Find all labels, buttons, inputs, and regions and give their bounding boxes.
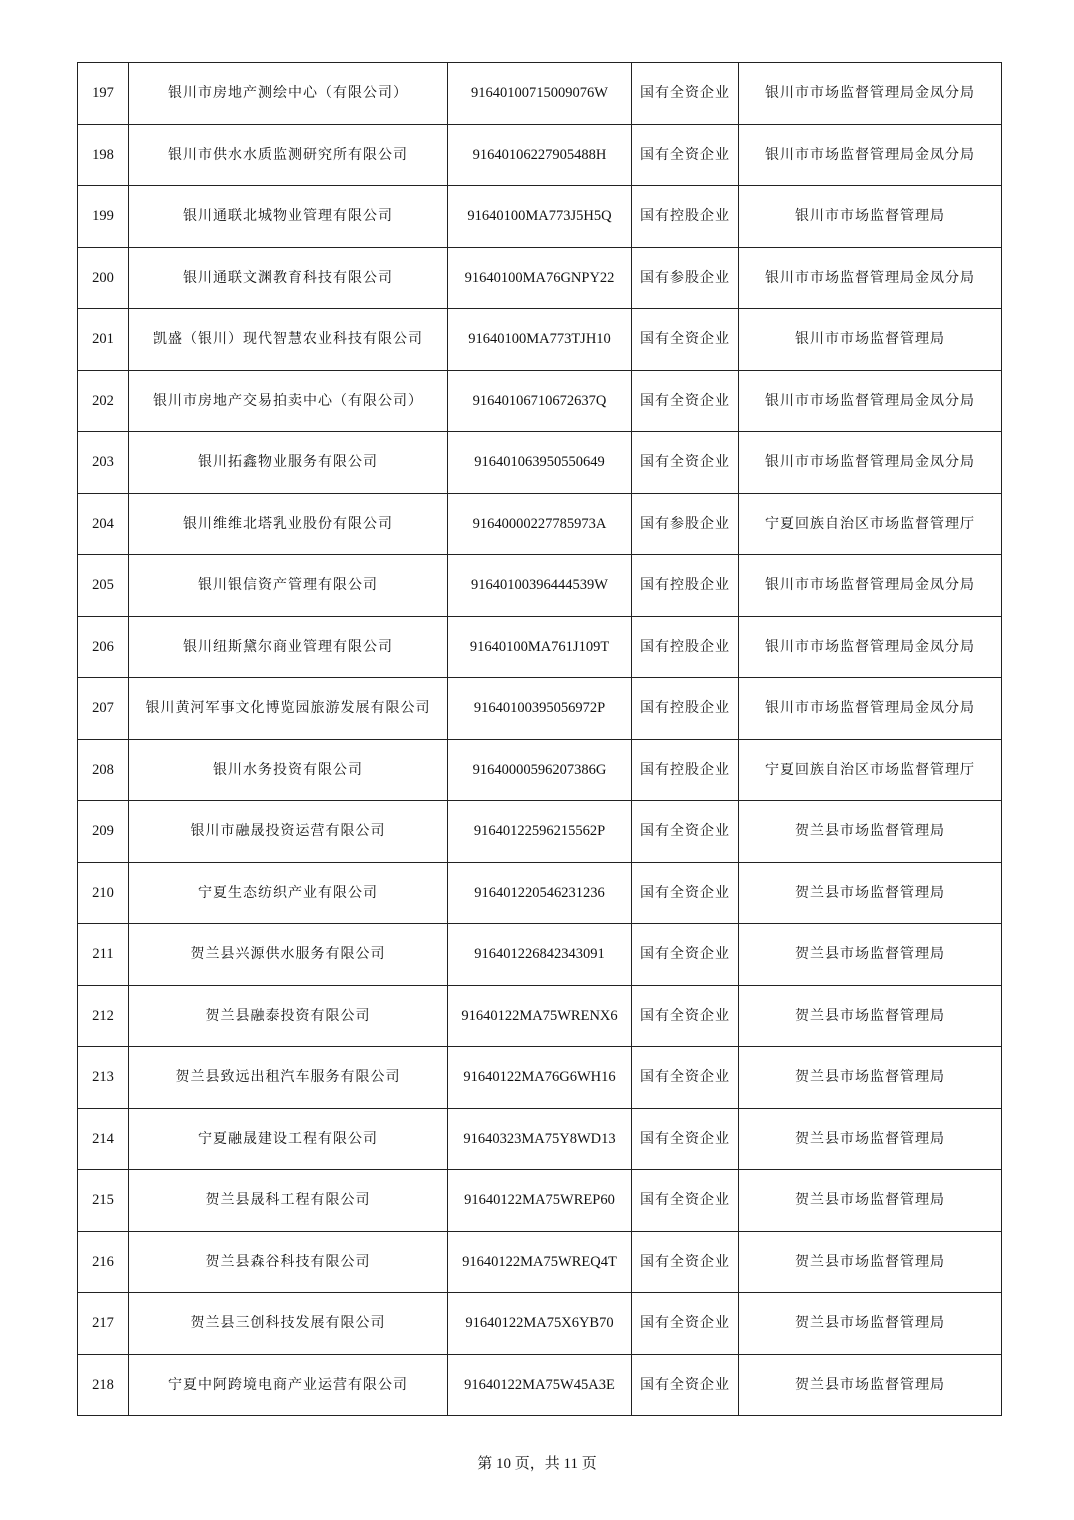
- table-row: [78, 1170, 1002, 1232]
- table-row: [78, 678, 1002, 740]
- company-name: 银川通联文渊教育科技有限公司: [129, 247, 448, 309]
- registration-authority: 贺兰县市场监督管理局: [739, 862, 1002, 924]
- registration-authority: 银川市市场监督管理局金凤分局: [739, 63, 1002, 125]
- company-name: 宁夏融晟建设工程有限公司: [129, 1108, 448, 1170]
- enterprise-type: 国有全资企业: [632, 370, 739, 432]
- credit-code: 91640100396444539W: [448, 555, 632, 617]
- row-number: 210: [78, 862, 129, 924]
- row-number: 201: [78, 309, 129, 371]
- credit-code: 91640122MA75X6YB70: [448, 1293, 632, 1355]
- enterprise-type: 国有全资企业: [632, 985, 739, 1047]
- table-row: [78, 1231, 1002, 1293]
- enterprise-type: 国有全资企业: [632, 1108, 739, 1170]
- table-row: [78, 1047, 1002, 1109]
- credit-code: 91640122MA75W45A3E: [448, 1354, 632, 1416]
- table-row: [78, 801, 1002, 863]
- credit-code: 91640100395056972P: [448, 678, 632, 740]
- registration-authority: 贺兰县市场监督管理局: [739, 985, 1002, 1047]
- table-row: [78, 985, 1002, 1047]
- credit-code: 91640122MA75WREP60: [448, 1170, 632, 1232]
- enterprise-type: 国有全资企业: [632, 1170, 739, 1232]
- company-name: 凯盛（银川）现代智慧农业科技有限公司: [129, 309, 448, 371]
- registration-authority: 银川市市场监督管理局金凤分局: [739, 432, 1002, 494]
- table-row: [78, 432, 1002, 494]
- table-row: [78, 124, 1002, 186]
- row-number: 197: [78, 63, 129, 125]
- row-number: 212: [78, 985, 129, 1047]
- credit-code: 91640106227905488H: [448, 124, 632, 186]
- credit-code: 916401063950550649: [448, 432, 632, 494]
- row-number: 214: [78, 1108, 129, 1170]
- enterprise-type: 国有全资企业: [632, 862, 739, 924]
- enterprise-type: 国有控股企业: [632, 555, 739, 617]
- row-number: 209: [78, 801, 129, 863]
- company-name: 贺兰县森谷科技有限公司: [129, 1231, 448, 1293]
- company-name: 贺兰县晟科工程有限公司: [129, 1170, 448, 1232]
- enterprise-type: 国有全资企业: [632, 1354, 739, 1416]
- credit-code: 91640122MA75WREQ4T: [448, 1231, 632, 1293]
- table-row: [78, 924, 1002, 986]
- enterprise-type: 国有全资企业: [632, 1231, 739, 1293]
- enterprise-type: 国有控股企业: [632, 678, 739, 740]
- table-row: [78, 739, 1002, 801]
- row-number: 200: [78, 247, 129, 309]
- registration-authority: 贺兰县市场监督管理局: [739, 801, 1002, 863]
- enterprise-type: 国有全资企业: [632, 1293, 739, 1355]
- table-row: [78, 493, 1002, 555]
- company-name: 贺兰县融泰投资有限公司: [129, 985, 448, 1047]
- registration-authority: 银川市市场监督管理局: [739, 309, 1002, 371]
- enterprise-type: 国有全资企业: [632, 124, 739, 186]
- table-row: [78, 1108, 1002, 1170]
- registration-authority: 宁夏回族自治区市场监督管理厅: [739, 739, 1002, 801]
- company-name: 银川市房地产交易拍卖中心（有限公司）: [129, 370, 448, 432]
- row-number: 202: [78, 370, 129, 432]
- table-row: [78, 309, 1002, 371]
- registration-authority: 贺兰县市场监督管理局: [739, 924, 1002, 986]
- registration-authority: 银川市市场监督管理局金凤分局: [739, 124, 1002, 186]
- company-name: 银川维维北塔乳业股份有限公司: [129, 493, 448, 555]
- registration-authority: 银川市市场监督管理局金凤分局: [739, 678, 1002, 740]
- table-row: [78, 370, 1002, 432]
- row-number: 213: [78, 1047, 129, 1109]
- row-number: 204: [78, 493, 129, 555]
- credit-code: 91640323MA75Y8WD13: [448, 1108, 632, 1170]
- row-number: 217: [78, 1293, 129, 1355]
- row-number: 215: [78, 1170, 129, 1232]
- credit-code: 91640000227785973A: [448, 493, 632, 555]
- table-row: [78, 247, 1002, 309]
- row-number: 211: [78, 924, 129, 986]
- credit-code: 916401226842343091: [448, 924, 632, 986]
- enterprise-type: 国有全资企业: [632, 801, 739, 863]
- registration-authority: 银川市市场监督管理局: [739, 186, 1002, 248]
- registration-authority: 银川市市场监督管理局金凤分局: [739, 616, 1002, 678]
- table-row: [78, 63, 1002, 125]
- row-number: 198: [78, 124, 129, 186]
- company-name: 贺兰县兴源供水服务有限公司: [129, 924, 448, 986]
- enterprise-type: 国有全资企业: [632, 1047, 739, 1109]
- company-name: 贺兰县三创科技发展有限公司: [129, 1293, 448, 1355]
- company-name: 贺兰县致远出租汽车服务有限公司: [129, 1047, 448, 1109]
- credit-code: 91640100MA761J109T: [448, 616, 632, 678]
- enterprise-type: 国有全资企业: [632, 924, 739, 986]
- credit-code: 91640106710672637Q: [448, 370, 632, 432]
- row-number: 206: [78, 616, 129, 678]
- company-name: 银川市融晟投资运营有限公司: [129, 801, 448, 863]
- credit-code: 91640100715009076W: [448, 63, 632, 125]
- enterprise-type: 国有全资企业: [632, 63, 739, 125]
- company-name: 银川银信资产管理有限公司: [129, 555, 448, 617]
- page-footer: 第 10 页，共 11 页: [477, 1456, 597, 1472]
- credit-code: 91640122MA75WRENX6: [448, 985, 632, 1047]
- table-row: [78, 1354, 1002, 1416]
- credit-code: 91640000596207386G: [448, 739, 632, 801]
- registration-authority: 贺兰县市场监督管理局: [739, 1108, 1002, 1170]
- company-name: 银川水务投资有限公司: [129, 739, 448, 801]
- row-number: 208: [78, 739, 129, 801]
- enterprise-type: 国有参股企业: [632, 247, 739, 309]
- registration-authority: 银川市市场监督管理局金凤分局: [739, 247, 1002, 309]
- row-number: 216: [78, 1231, 129, 1293]
- enterprise-type: 国有控股企业: [632, 616, 739, 678]
- enterprise-type: 国有控股企业: [632, 739, 739, 801]
- table-row: [78, 1293, 1002, 1355]
- registration-authority: 贺兰县市场监督管理局: [739, 1354, 1002, 1416]
- company-name: 宁夏中阿跨境电商产业运营有限公司: [129, 1354, 448, 1416]
- enterprise-type: 国有全资企业: [632, 432, 739, 494]
- credit-code: 91640100MA76GNPY22: [448, 247, 632, 309]
- table-body: [78, 63, 1002, 1416]
- company-name: 宁夏生态纺织产业有限公司: [129, 862, 448, 924]
- row-number: 199: [78, 186, 129, 248]
- table-row: [78, 555, 1002, 617]
- company-name: 银川拓鑫物业服务有限公司: [129, 432, 448, 494]
- company-name: 银川市供水水质监测研究所有限公司: [129, 124, 448, 186]
- row-number: 207: [78, 678, 129, 740]
- registration-authority: 贺兰县市场监督管理局: [739, 1293, 1002, 1355]
- company-name: 银川市房地产测绘中心（有限公司）: [129, 63, 448, 125]
- company-name: 银川通联北城物业管理有限公司: [129, 186, 448, 248]
- table-row: [78, 186, 1002, 248]
- company-name: 银川纽斯黛尔商业管理有限公司: [129, 616, 448, 678]
- enterprise-type: 国有参股企业: [632, 493, 739, 555]
- credit-code: 916401220546231236: [448, 862, 632, 924]
- registration-authority: 银川市市场监督管理局金凤分局: [739, 555, 1002, 617]
- enterprise-table: [77, 62, 1002, 1416]
- credit-code: 91640122596215562P: [448, 801, 632, 863]
- company-name: 银川黄河军事文化博览园旅游发展有限公司: [129, 678, 448, 740]
- registration-authority: 银川市市场监督管理局金凤分局: [739, 370, 1002, 432]
- credit-code: 91640100MA773J5H5Q: [448, 186, 632, 248]
- row-number: 218: [78, 1354, 129, 1416]
- enterprise-type: 国有控股企业: [632, 186, 739, 248]
- row-number: 205: [78, 555, 129, 617]
- registration-authority: 宁夏回族自治区市场监督管理厅: [739, 493, 1002, 555]
- table-row: [78, 616, 1002, 678]
- enterprise-type: 国有全资企业: [632, 309, 739, 371]
- row-number: 203: [78, 432, 129, 494]
- credit-code: 91640122MA76G6WH16: [448, 1047, 632, 1109]
- registration-authority: 贺兰县市场监督管理局: [739, 1170, 1002, 1232]
- credit-code: 91640100MA773TJH10: [448, 309, 632, 371]
- registration-authority: 贺兰县市场监督管理局: [739, 1231, 1002, 1293]
- table-row: [78, 862, 1002, 924]
- registration-authority: 贺兰县市场监督管理局: [739, 1047, 1002, 1109]
